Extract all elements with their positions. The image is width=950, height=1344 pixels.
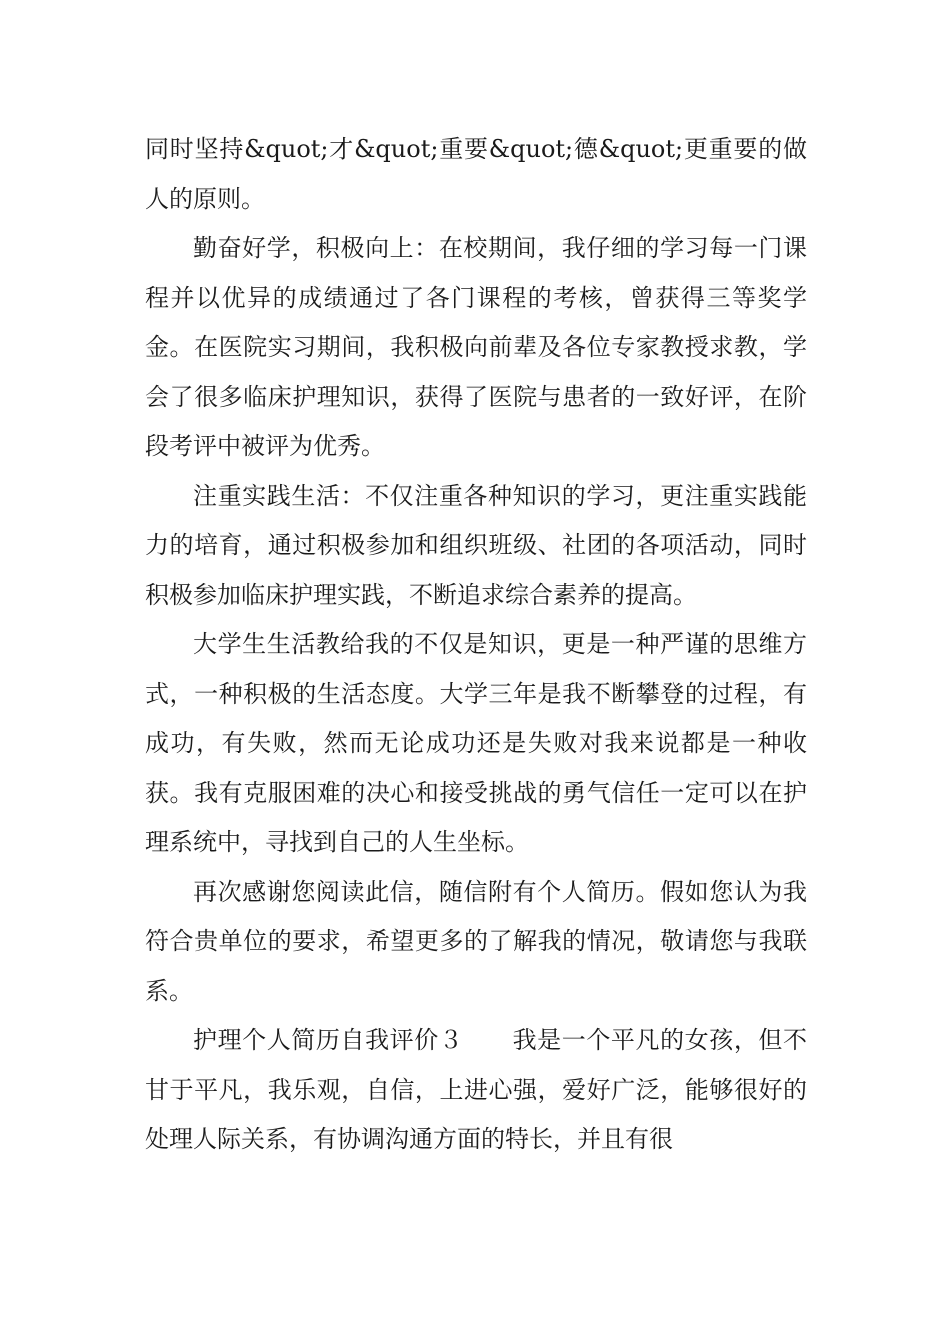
paragraph-3: 注重实践生活：不仅注重各种知识的学习，更注重实践能力的培育，通过积极参加和组织班级、社团的各项活动，同时积极参加临床护理实践，不断追求综合素养的提高。 [145, 481, 807, 609]
paragraph-5: 再次感谢您阅读此信，随信附有个人简历。假如您认为我符合贵单位的要求，希望更多的了解我的情况，敬请您与我联系。 [145, 877, 807, 1005]
paragraph-6: 护理个人简历自我评价３ 我是一个平凡的女孩，但不甘于平凡，我乐观，自信，上进心强，爱好广泛，能够很好的处理人际关系，有协调沟通方面的特长，并且有很 [145, 1026, 807, 1153]
paragraph-2: 勤奋好学，积极向上：在校期间，我仔细的学习每一门课程并以优异的成绩通过了各门课程的考核，曾获得三等奖学金。在医院实习期间，我积极向前辈及各位专家教授求教，学会了很多临床护理知识，获得了医院与患者的一致好评，在阶段考评中被评为优秀。 [145, 234, 807, 460]
document-body [145, 125, 807, 1165]
paragraph-1: 同时坚持&quot;才&quot;重要&quot;德&quot;更重要的做人的原则。 [145, 135, 807, 213]
paragraph-4: 大学生生活教给我的不仅是知识，更是一种严谨的思维方式，一种积极的生活态度。大学三年是我不断攀登的过程，有成功，有失败，然而无论成功还是失败对我来说都是一种收获。我有克服困难的决心和接受挑战的勇气信任一定可以在护理系统中，寻找到自己的人生坐标。 [145, 630, 807, 856]
